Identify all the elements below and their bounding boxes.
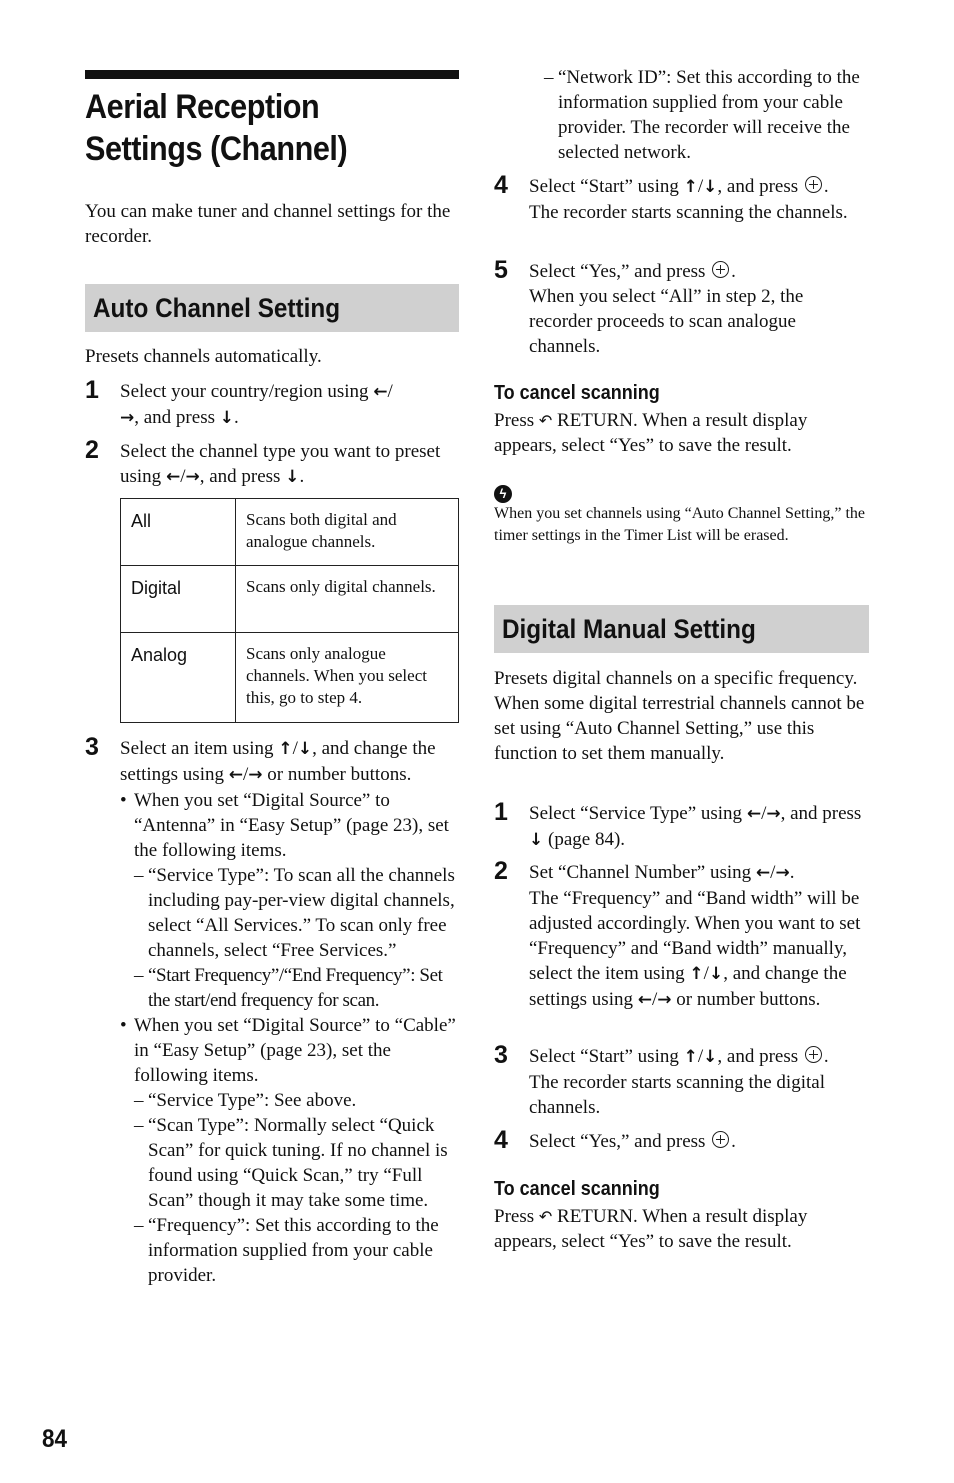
table-value: Scans only digital channels. [236, 566, 459, 633]
hint-icon-wrap [494, 480, 512, 505]
step-text: , and press [780, 803, 862, 824]
step-text: . [731, 1131, 736, 1152]
title-rule [85, 70, 459, 79]
return-icon: ↶ [538, 1207, 553, 1226]
channel-type-table [120, 498, 459, 723]
step-text: or number buttons. [671, 989, 821, 1010]
enter-button-icon [805, 176, 822, 193]
step-text: or number buttons. [262, 764, 412, 785]
cancel-text: RETURN. When a result display appears, select “Yes” to save the result. [494, 1206, 808, 1252]
dash-start-end-frequency: – “Start Frequency”/“End Frequency”: Set the start/end frequency for scan. [120, 963, 460, 1013]
step-text: , and press [199, 466, 286, 487]
step-text: Select “Start” using [529, 1046, 684, 1067]
auto-step-1 [85, 376, 460, 431]
title-line-1: Aerial Reception [85, 88, 320, 126]
step-number: 3 [85, 733, 99, 761]
dash-frequency: – “Frequency”: Set this according to the information supplied from your cable provider. [120, 1213, 460, 1288]
slash: / [697, 176, 704, 197]
manual-step-2 [494, 857, 870, 1013]
down-arrow-icon: ↓ [219, 408, 234, 428]
slash: / [770, 862, 776, 883]
enter-button-icon [712, 1131, 729, 1148]
right-arrow-icon: → [120, 408, 135, 428]
step-text: Select “Service Type” using [529, 803, 747, 824]
auto-step-3 [85, 733, 460, 1288]
slash: / [387, 381, 393, 402]
title-line-2: Settings (Channel) [85, 130, 348, 168]
step-text: (page 84). [543, 829, 626, 850]
step-text: Select “Yes,” and press [529, 261, 711, 282]
step-number: 1 [85, 376, 99, 404]
page-title [85, 86, 427, 170]
dash-service-type: – “Service Type”: To scan all the channels including pay-per-view digital channels, select “All Services.” To scan only free channels, select “Free Services.” [120, 863, 460, 963]
step-text: . [233, 407, 239, 428]
slash: / [761, 803, 767, 824]
section-heading: Auto Channel Setting [93, 293, 341, 323]
manual-lead-1: Presets digital channels on a specific frequency. [494, 668, 858, 689]
up-arrow-icon: ↑ [278, 739, 293, 759]
step-number: 1 [494, 798, 508, 826]
step-text: Select the channel type you want to preset using [120, 441, 441, 487]
table-row [121, 499, 459, 566]
manual-step-1 [494, 798, 870, 853]
dash-service-type-cable: – “Service Type”: See above. [120, 1088, 460, 1113]
down-arrow-icon: ↓ [529, 830, 544, 850]
step-text: , and change the settings using [120, 738, 436, 785]
step-text: Select your country/region using [120, 381, 374, 402]
page-number: 84 [42, 1425, 68, 1453]
step-text: The “Frequency” and “Band width” will be adjusted accordingly. When you want to set “Frequency” and “Band width” manually, select the item using [529, 888, 861, 984]
auto-cancel-heading [494, 381, 678, 406]
table-key: Digital [121, 566, 236, 633]
step-result: The recorder starts scanning the channels. [529, 202, 848, 223]
auto-step-5 [494, 256, 870, 359]
slash: / [180, 466, 186, 487]
manual-lead [494, 666, 870, 766]
down-arrow-icon: ↓ [297, 739, 313, 759]
slash: / [697, 1046, 704, 1067]
up-arrow-icon: ↑ [683, 177, 698, 197]
step-number: 3 [494, 1041, 508, 1069]
step-text: Select an item using [120, 738, 279, 759]
right-arrow-icon: → [185, 467, 200, 487]
left-arrow-icon: ← [637, 990, 652, 1010]
step-text: Select “Yes,” and press [529, 1131, 711, 1152]
table-row [121, 566, 459, 633]
step-text: Set “Channel Number” using [529, 862, 756, 883]
down-arrow-icon: ↓ [708, 964, 724, 984]
step-2-detail [529, 886, 870, 1013]
section-heading: Digital Manual Setting [502, 614, 756, 644]
step-text: . [823, 176, 829, 197]
dash-network-id: – “Network ID”: Set this according to the information supplied from your cable provider. The recorder will receive the selected network. [494, 65, 870, 165]
left-arrow-icon: ← [228, 765, 243, 785]
step-text: , and press [134, 407, 220, 428]
manual-lead-2: When some digital terrestrial channels cannot be set using “Auto Channel Setting,” use this function to set them manually. [494, 693, 865, 764]
manual-cancel-heading [494, 1177, 678, 1202]
step-text: . [731, 261, 736, 282]
step-text: . [823, 1046, 829, 1067]
table-value: Scans only analogue channels. When you select this, go to step 4. [236, 633, 459, 723]
left-arrow-icon: ← [746, 804, 762, 824]
table-value: Scans both digital and analogue channels. [236, 499, 459, 566]
left-arrow-icon: ← [755, 863, 771, 883]
section-auto-channel [85, 284, 459, 332]
bullet-cable: • When you set “Digital Source” to “Cable” in “Easy Setup” (page 23), set the following items. [120, 1013, 460, 1088]
right-arrow-icon: → [657, 990, 672, 1010]
left-arrow-icon: ← [165, 467, 181, 487]
step-result: When you select “All” in step 2, the recorder proceeds to scan analogue channels. [529, 286, 804, 357]
slash: / [242, 764, 249, 785]
auto-lead: Presets channels automatically. [85, 346, 322, 367]
subheading: To cancel scanning [494, 1178, 660, 1200]
manual-step-3 [494, 1041, 870, 1120]
step-text: , and press [717, 176, 803, 197]
table-key: All [121, 499, 236, 566]
cancel-text: Press [494, 410, 539, 431]
subheading: To cancel scanning [494, 382, 660, 404]
down-arrow-icon: ↓ [703, 177, 718, 197]
cancel-text: RETURN. When a result display appears, select “Yes” to save the result. [494, 410, 808, 456]
return-icon: ↶ [538, 411, 553, 430]
step-text: . [299, 466, 305, 487]
enter-button-icon [712, 261, 729, 278]
up-arrow-icon: ↑ [689, 964, 704, 984]
step-3-main [120, 736, 460, 788]
step-text: . [789, 862, 795, 883]
auto-step-2 [85, 436, 460, 490]
step-result: The recorder starts scanning the digital channels. [529, 1072, 825, 1118]
down-arrow-icon: ↓ [703, 1047, 718, 1067]
left-arrow-icon: ← [373, 382, 388, 402]
step-number: 2 [494, 857, 508, 885]
up-arrow-icon: ↑ [683, 1047, 698, 1067]
step-number: 2 [85, 436, 99, 464]
step-text: , and press [717, 1046, 803, 1067]
right-arrow-icon: → [766, 804, 781, 824]
step-number: 4 [494, 171, 508, 199]
slash: / [651, 989, 658, 1010]
hint-text: When you set channels using “Auto Channel Setting,” the timer settings in the Timer List will be erased. [494, 505, 866, 544]
section-digital-manual [494, 605, 869, 653]
slash: / [292, 738, 298, 759]
hint-icon: ϟ [494, 485, 512, 503]
manual-cancel-text [494, 1204, 870, 1254]
auto-step-4 [494, 171, 870, 225]
slash: / [703, 963, 709, 984]
right-arrow-icon: → [248, 765, 263, 785]
step-number: 4 [494, 1126, 508, 1154]
table-row [121, 633, 459, 723]
bullet-antenna: • When you set “Digital Source” to “Antenna” in “Easy Setup” (page 23), set the following items. [120, 788, 460, 863]
step-text: , and change the settings using [529, 963, 847, 1010]
dash-scan-type: – “Scan Type”: Normally select “Quick Scan” for quick tuning. If no channel is found using “Quick Scan,” try “Full Scan” though it may take some time. [120, 1113, 460, 1213]
down-arrow-icon: ↓ [285, 467, 300, 487]
intro-text: You can make tuner and channel settings for the recorder. [85, 201, 451, 247]
enter-button-icon [805, 1046, 822, 1063]
step-text: Select “Start” using [529, 176, 684, 197]
table-key: Analog [121, 633, 236, 723]
cancel-text: Press [494, 1206, 539, 1227]
auto-cancel-text [494, 408, 870, 458]
right-arrow-icon: → [775, 863, 790, 883]
step-number: 5 [494, 256, 508, 284]
manual-step-4 [494, 1126, 870, 1154]
